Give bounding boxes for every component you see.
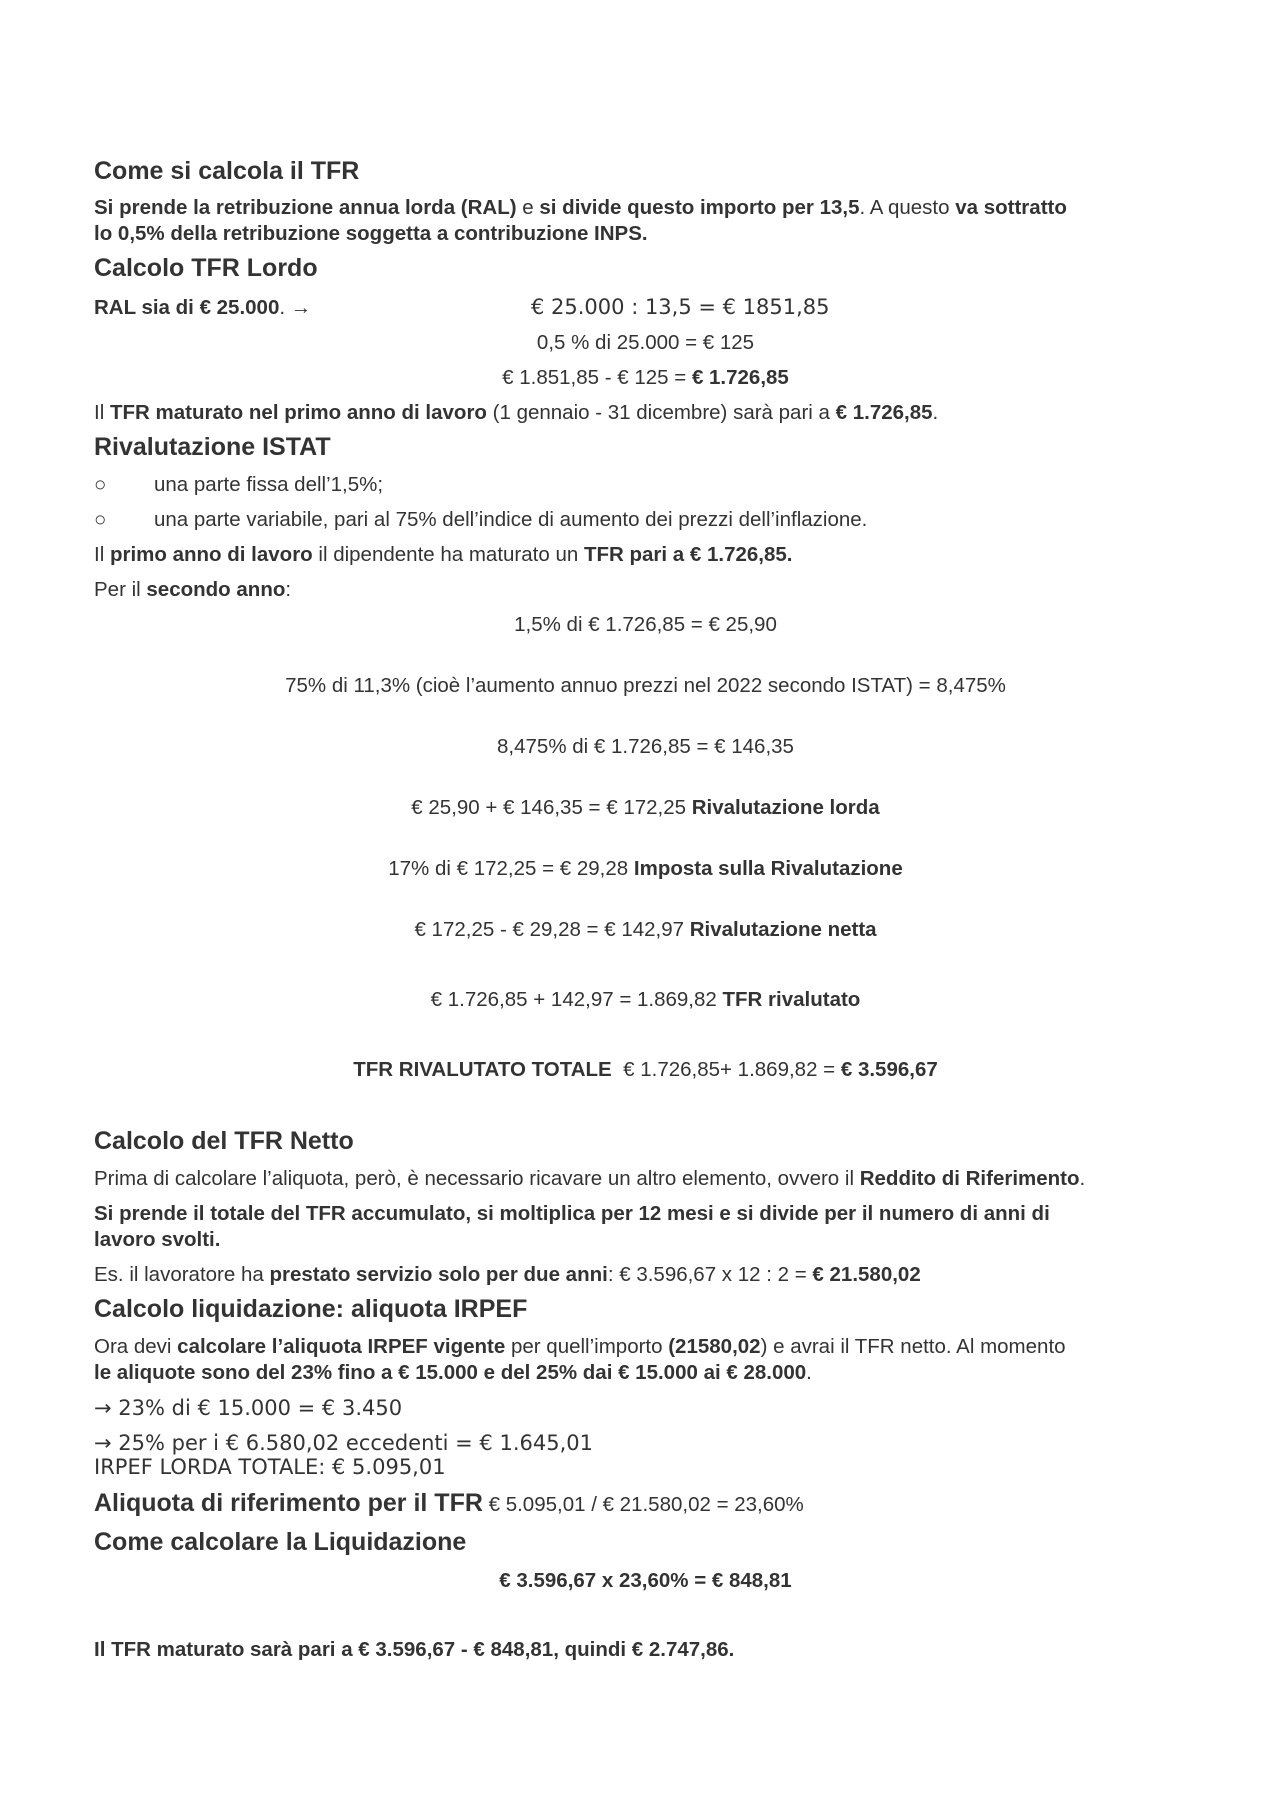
reference-income-example: Es. il lavoratore ha prestato servizio solo per due anni: € 3.596,67 x 12 : 2 = € 21.580,02 <box>94 1263 921 1286</box>
heading-rivalutazione-istat: Rivalutazione ISTAT <box>94 433 331 461</box>
result-first-year: Il TFR maturato nel primo anno di lavoro (1 gennaio - 31 dicembre) sarà pari a € 1.726,85. <box>94 401 939 424</box>
aliquota-riferimento-line: Aliquota di riferimento per il TFR € 5.095,01 / € 21.580,02 = 23,60% <box>94 1489 804 1517</box>
calc-division: € 25.000 : 13,5 = € 1851,85 <box>531 295 830 319</box>
heading-aliquota-riferimento: Aliquota di riferimento per il TFR <box>94 1489 483 1517</box>
reference-income-rule-2: lavoro svolti. <box>94 1228 221 1251</box>
calc-revaluation-tax: 17% di € 172,25 = € 29,28 Imposta sulla Rivalutazione <box>388 857 903 880</box>
bullet-icon: ○ <box>94 508 107 531</box>
irpef-line-1: Ora devi calcolare l’aliquota IRPEF vigente per quell’importo (21580,02) e avrai il TFR netto. Al momento <box>94 1335 1066 1358</box>
calc-liquidazione: € 3.596,67 x 23,60% = € 848,81 <box>499 1569 792 1592</box>
heading-come-calcolare-liquidazione: Come calcolare la Liquidazione <box>94 1528 467 1556</box>
irpef-line-2: le aliquote sono del 23% fino a € 15.000 e del 25% dai € 15.000 ai € 28.000. <box>94 1361 812 1384</box>
heading-calcolo-tfr-lordo: Calcolo TFR Lordo <box>94 254 318 282</box>
irpef-bracket-2: → 25% per i € 6.580,02 eccedenti = € 1.645,01 <box>94 1431 593 1455</box>
bullet-icon: ○ <box>94 473 107 496</box>
first-year-line: Il primo anno di lavoro il dipendente ha maturato un TFR pari a € 1.726,85. <box>94 543 793 566</box>
irpef-bracket-1: → 23% di € 15.000 = € 3.450 <box>94 1396 403 1420</box>
intro-line-2: lo 0,5% della retribuzione soggetta a contribuzione INPS. <box>94 222 648 245</box>
calc-total-revalued-tfr: TFR RIVALUTATO TOTALE € 1.726,85+ 1.869,82 = € 3.596,67 <box>353 1058 938 1081</box>
ral-label: RAL sia di € 25.000. → <box>94 296 312 319</box>
final-result: Il TFR maturato sarà pari a € 3.596,67 - € 848,81, quindi € 2.747,86. <box>94 1638 735 1661</box>
irpef-total: IRPEF LORDA TOTALE: € 5.095,01 <box>94 1455 446 1479</box>
calc-percent: 0,5 % di 25.000 = € 125 <box>536 331 755 354</box>
intro-line-1: Si prende la retribuzione annua lorda (RAL) e si divide questo importo per 13,5. A questo va sottratto <box>94 196 1067 219</box>
second-year-line: Per il secondo anno: <box>94 578 292 601</box>
calc-revalued-tfr: € 1.726,85 + 142,97 = 1.869,82 TFR rivalutato <box>430 988 861 1011</box>
calc-variable-amount: 8,475% di € 1.726,85 = € 146,35 <box>497 735 794 758</box>
calc-fixed-part: 1,5% di € 1.726,85 = € 25,90 <box>514 613 777 636</box>
calc-variable-part: 75% di 11,3% (cioè l’aumento annuo prezzi nel 2022 secondo ISTAT) = 8,475% <box>285 674 1006 697</box>
calc-net-revaluation: € 172,25 - € 29,28 = € 142,97 Rivalutazione netta <box>414 918 877 941</box>
calc-subtraction: € 1.851,85 - € 125 = € 1.726,85 <box>502 366 789 389</box>
heading-calcolo-tfr-netto: Calcolo del TFR Netto <box>94 1127 354 1155</box>
reference-income-rule-1: Si prende il totale del TFR accumulato, si moltiplica per 12 mesi e si divide per il numero di anni di <box>94 1202 1050 1225</box>
reference-income-intro: Prima di calcolare l’aliquota, però, è necessario ricavare un altro elemento, ovvero il Reddito di Riferimento. <box>94 1167 1086 1190</box>
calc-gross-revaluation: € 25,90 + € 146,35 = € 172,25 Rivalutazione lorda <box>411 796 880 819</box>
heading-aliquota-irpef: Calcolo liquidazione: aliquota IRPEF <box>94 1295 528 1323</box>
heading-come-si-calcola: Come si calcola il TFR <box>94 157 360 185</box>
